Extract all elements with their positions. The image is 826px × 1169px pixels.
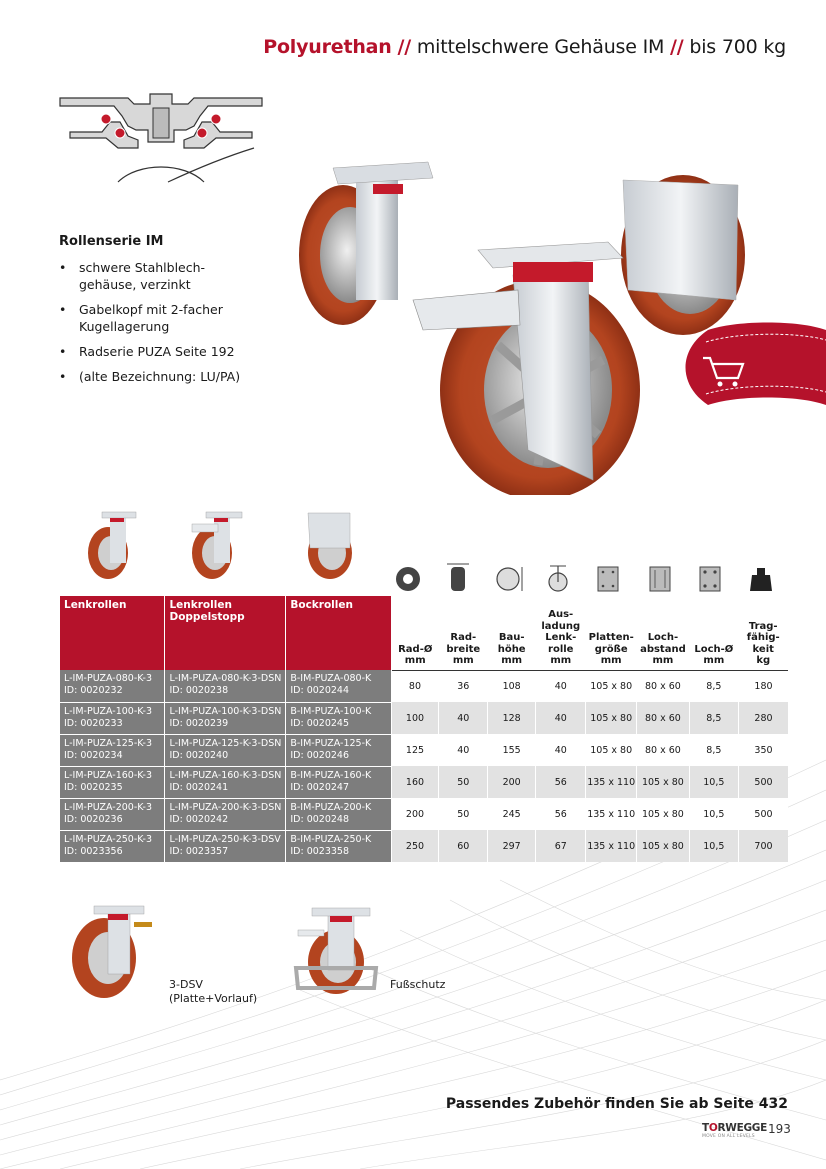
table-header-row (60, 596, 788, 670)
header-hole-spacing (637, 596, 690, 670)
page-title (263, 36, 786, 58)
article-id: ID: 0020242 (169, 813, 229, 825)
fixed-article-cell (286, 670, 391, 702)
title-material: Polyurethan (263, 36, 392, 58)
spec-column-icons (383, 560, 788, 598)
table-row (60, 830, 788, 862)
spec-table-body (60, 670, 788, 862)
spec-value-cell: 80 x 60 (637, 702, 690, 734)
feature-list (59, 259, 299, 385)
spec-value-cell: 50 (439, 798, 488, 830)
spec-value-cell: 105 x 80 (586, 734, 637, 766)
spec-value-cell: 105 x 80 (637, 830, 690, 862)
spec-value-cell: 56 (536, 766, 586, 798)
swivel-article-cell (60, 830, 165, 862)
feature-text: Radserie PUZA Seite 192 (79, 344, 235, 359)
swivel-article-cell (60, 734, 165, 766)
spec-value-cell: 297 (488, 830, 536, 862)
spec-value-cell: 40 (439, 702, 488, 734)
logo-part: RWEGGE (717, 1122, 767, 1134)
height-icon (497, 567, 522, 591)
article-number: B-IM-PUZA-250-K (290, 833, 372, 845)
header-label: Aus- ladung Lenk- rolle mm (541, 609, 581, 666)
article-id: ID: 0020233 (64, 717, 123, 729)
double-stop-article-cell (165, 734, 286, 766)
spec-value-cell: 500 (738, 766, 788, 798)
spec-value-cell: 10,5 (689, 766, 738, 798)
spec-value-cell: 128 (488, 702, 536, 734)
table-row (60, 702, 788, 734)
spec-value-cell: 100 (391, 702, 439, 734)
double-stop-caster-thumbnail (192, 512, 242, 579)
logo-part: T (702, 1122, 709, 1134)
header-wheel-diameter (391, 596, 439, 670)
article-number: L-IM-PUZA-125-K-3-DSN (169, 737, 282, 749)
header-double-stop-casters (165, 596, 286, 670)
fixed-article-cell (286, 830, 391, 862)
header-swivel-casters (60, 596, 165, 670)
double-stop-article-cell (165, 702, 286, 734)
spec-value-cell: 135 x 110 (586, 766, 637, 798)
spec-value-cell: 40 (536, 734, 586, 766)
article-number: L-IM-PUZA-200-K-3-DSN (169, 801, 282, 813)
article-id: ID: 0023356 (64, 845, 123, 857)
feature-text: schwere Stahlblech- gehäuse, verzinkt (79, 260, 206, 292)
fixed-article-cell (286, 766, 391, 798)
fixed-article-cell (286, 702, 391, 734)
header-label: Platten- größe mm (588, 632, 634, 666)
article-id: ID: 0020245 (290, 717, 350, 729)
spec-value-cell: 67 (536, 830, 586, 862)
spec-value-cell: 245 (488, 798, 536, 830)
option-3dsv-photo (62, 900, 162, 1000)
offset-icon (549, 566, 567, 591)
spec-value-cell: 60 (439, 830, 488, 862)
spec-value-cell: 105 x 80 (637, 766, 690, 798)
header-label: Trag- fähig- keit kg (746, 620, 780, 666)
spec-table (60, 596, 788, 863)
article-number: L-IM-PUZA-250-K-3-DSV (169, 833, 281, 845)
header-label: Rad-Ø mm (398, 643, 433, 666)
logo-brand (702, 1122, 767, 1134)
table-row (60, 766, 788, 798)
torwegge-logo (702, 1122, 767, 1140)
feature-text: Gabelkopf mit 2-facher Kugellagerung (79, 302, 223, 334)
article-id: ID: 0020244 (290, 685, 350, 696)
accessories-note: Passendes Zubehör finden Sie ab Seite 432 (445, 1096, 788, 1112)
article-number: B-IM-PUZA-125-K (290, 737, 372, 749)
header-label: Lenkrollen (64, 599, 127, 611)
spec-value-cell: 250 (391, 830, 439, 862)
spec-value-cell: 80 x 60 (637, 734, 690, 766)
spec-value-cell: 108 (488, 670, 536, 702)
option-foot-guard-photo (288, 904, 384, 998)
hole-spacing-icon (650, 567, 670, 591)
feature-item (59, 259, 299, 293)
spec-value-cell: 180 (738, 670, 788, 702)
spec-value-cell: 280 (738, 702, 788, 734)
spec-value-cell: 135 x 110 (586, 798, 637, 830)
spec-value-cell: 105 x 80 (637, 798, 690, 830)
title-capacity: bis 700 kg (689, 36, 786, 58)
header-label: Loch- abstand mm (640, 632, 686, 666)
header-hole-diameter (689, 596, 738, 670)
spec-value-cell: 8,5 (689, 734, 738, 766)
title-separator-1: // (397, 36, 411, 58)
spec-value-cell: 40 (536, 670, 586, 702)
article-number: L-IM-PUZA-080-K-3-DSN (169, 673, 282, 684)
fixed-caster-thumbnail (308, 513, 352, 579)
header-label: Loch-Ø mm (694, 643, 734, 666)
article-id: ID: 0020247 (290, 781, 350, 793)
table-row (60, 734, 788, 766)
spec-value-cell: 8,5 (689, 670, 738, 702)
swivel-article-cell (60, 798, 165, 830)
article-number: L-IM-PUZA-125-K-3 (64, 737, 152, 749)
page-number: 193 (768, 1122, 791, 1136)
spec-value-cell: 40 (536, 702, 586, 734)
series-heading: Rollenserie IM (59, 234, 164, 249)
article-number: L-IM-PUZA-200-K-3 (64, 801, 152, 813)
option-3dsv-label: 3-DSV (Platte+Vorlauf) (169, 978, 258, 1005)
article-id: ID: 0020239 (169, 717, 229, 729)
double-stop-article-cell (165, 766, 286, 798)
caster-product-photo (298, 150, 826, 495)
swivel-article-cell (60, 702, 165, 734)
spec-value-cell: 500 (738, 798, 788, 830)
swivel-caster-thumbnail (88, 512, 136, 579)
spec-value-cell: 700 (738, 830, 788, 862)
spec-value-cell: 50 (439, 766, 488, 798)
feature-text: (alte Bezeichnung: LU/PA) (79, 369, 241, 384)
spec-value-cell: 200 (488, 766, 536, 798)
spec-value-cell: 10,5 (689, 798, 738, 830)
article-id: ID: 0020241 (169, 781, 229, 793)
article-id: ID: 0020236 (64, 813, 123, 825)
header-wheel-width (439, 596, 488, 670)
article-id: ID: 0020238 (169, 685, 229, 696)
header-plate-size (586, 596, 637, 670)
article-id: ID: 0020232 (64, 685, 123, 696)
article-id: ID: 0020248 (290, 813, 350, 825)
caster-type-thumbnails (80, 508, 370, 583)
fixed-article-cell (286, 734, 391, 766)
spec-value-cell: 36 (439, 670, 488, 702)
feature-item (59, 301, 299, 335)
header-height (488, 596, 536, 670)
header-label: Lenkrollen Doppelstopp (169, 599, 245, 623)
article-number: B-IM-PUZA-080-K (290, 673, 372, 684)
article-id: ID: 0020234 (64, 749, 123, 761)
series-description (59, 233, 299, 393)
spec-value-cell: 155 (488, 734, 536, 766)
wheel-width-icon (447, 564, 469, 591)
spec-value-cell: 125 (391, 734, 439, 766)
weight-icon (750, 568, 772, 591)
header-label: Bau- höhe mm (497, 632, 526, 666)
spec-value-cell: 40 (439, 734, 488, 766)
spec-value-cell: 350 (738, 734, 788, 766)
table-row (60, 670, 788, 702)
header-load-capacity (738, 596, 788, 670)
spec-value-cell: 105 x 80 (586, 702, 637, 734)
article-number: L-IM-PUZA-100-K-3-DSN (169, 705, 282, 717)
article-number: L-IM-PUZA-160-K-3 (64, 769, 152, 781)
plate-size-icon (598, 567, 618, 591)
spec-value-cell: 80 x 60 (637, 670, 690, 702)
header-label: Rad- breite mm (446, 632, 481, 666)
article-number: L-IM-PUZA-080-K-3 (64, 673, 152, 684)
option-foot-guard-label: Fußschutz (390, 978, 446, 991)
wheel-diameter-icon (396, 567, 420, 591)
article-id: ID: 0023358 (290, 845, 350, 857)
feature-item (59, 343, 299, 360)
spec-value-cell: 135 x 110 (586, 830, 637, 862)
logo-part: O (708, 1122, 718, 1134)
article-id: ID: 0020246 (290, 749, 350, 761)
article-number: B-IM-PUZA-160-K (290, 769, 372, 781)
title-separator-2: // (670, 36, 684, 58)
spec-value-cell: 10,5 (689, 830, 738, 862)
article-number: L-IM-PUZA-160-K-3-DSN (169, 769, 282, 781)
article-number: L-IM-PUZA-100-K-3 (64, 705, 152, 717)
article-id: ID: 0023357 (169, 845, 229, 857)
table-row (60, 798, 788, 830)
logo-tagline: MOVE ON ALL LEVELS (702, 1134, 755, 1139)
swivel-article-cell (60, 670, 165, 702)
article-id: ID: 0020235 (64, 781, 123, 793)
article-id: ID: 0020240 (169, 749, 229, 761)
swivel-article-cell (60, 766, 165, 798)
double-stop-article-cell (165, 830, 286, 862)
spec-value-cell: 56 (536, 798, 586, 830)
article-number: L-IM-PUZA-250-K-3 (64, 833, 152, 845)
spec-value-cell: 8,5 (689, 702, 738, 734)
header-offset (536, 596, 586, 670)
spec-value-cell: 160 (391, 766, 439, 798)
bearing-cross-section-diagram (58, 92, 264, 184)
header-label: Bockrollen (290, 599, 353, 611)
double-stop-article-cell (165, 798, 286, 830)
header-fixed-casters (286, 596, 391, 670)
spec-value-cell: 200 (391, 798, 439, 830)
spec-value-cell: 80 (391, 670, 439, 702)
feature-item (59, 368, 299, 385)
spec-value-cell: 105 x 80 (586, 670, 637, 702)
double-stop-article-cell (165, 670, 286, 702)
article-number: B-IM-PUZA-200-K (290, 801, 372, 813)
fixed-article-cell (286, 798, 391, 830)
title-housing: mittelschwere Gehäuse IM (416, 36, 665, 58)
hole-diameter-icon (700, 567, 720, 591)
article-number: B-IM-PUZA-100-K (290, 705, 372, 717)
